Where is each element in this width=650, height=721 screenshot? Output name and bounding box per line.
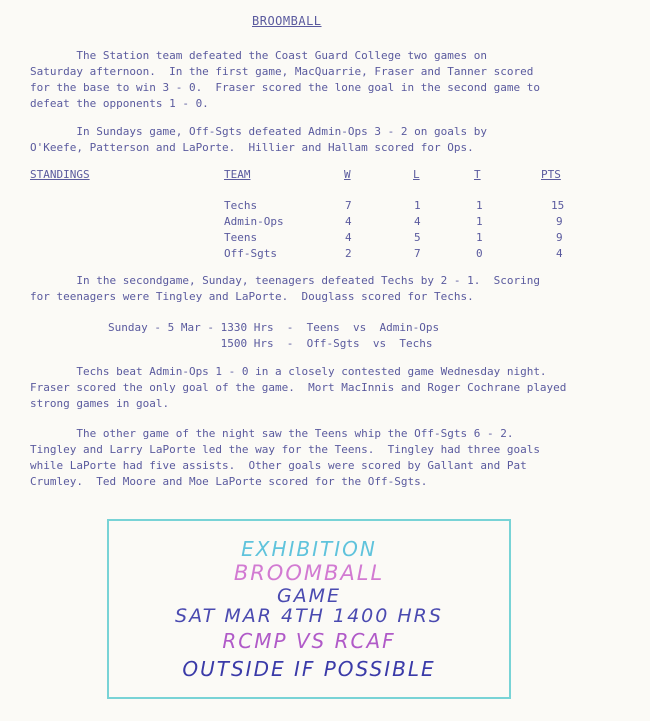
table-cell-w: 7 [345,199,352,212]
table-cell-team: Admin-Ops [224,215,284,228]
standings-label: STANDINGS [30,168,90,181]
column-header-l: L [413,168,420,181]
paragraph-1-line: Saturday afternoon. In the first game, MacQuarrie, Fraser and Tanner scored [30,65,534,78]
paragraph-4-line: strong games in goal. [30,397,170,410]
table-cell-team: Techs [224,199,258,212]
paragraph-2-line: In Sundays game, Off-Sgts defeated Admin-Ops 3 - 2 on goals by [30,125,487,138]
table-cell-pts: 9 [556,231,563,244]
paragraph-5-line: Tingley and Larry LaPorte led the way for the Teens. Tingley had three goals [30,443,540,456]
table-cell-w: 2 [345,247,352,260]
poster-line-matchup: RCMP VS RCAF [222,629,396,653]
table-cell-t: 1 [476,215,483,228]
paragraph-1-line: defeat the opponents 1 - 0. [30,97,209,110]
paragraph-4-line: Fraser scored the only goal of the game. Mort MacInnis and Roger Cochrane played [30,381,567,394]
column-header-team: TEAM [224,168,251,181]
paragraph-3-line: for teenagers were Tingley and LaPorte. Douglass scored for Techs. [30,290,474,303]
paragraph-2-line: O'Keefe, Patterson and LaPorte. Hillier and Hallam scored for Ops. [30,141,474,154]
poster-line-game: GAME [276,585,342,607]
table-cell-t: 1 [476,199,483,212]
table-cell-pts: 15 [551,199,565,212]
column-header-t: T [474,168,481,181]
table-cell-team: Teens [224,231,258,244]
schedule-line: 1500 Hrs - Off-Sgts vs Techs [108,337,433,350]
poster-line-date-time: SAT MAR 4TH 1400 HRS [175,605,443,627]
paragraph-5-line: Crumley. Ted Moore and Moe LaPorte scored for the Off-Sgts. [30,475,428,488]
exhibition-poster [107,519,511,699]
paragraph-3-line: In the secondgame, Sunday, teenagers defeated Techs by 2 - 1. Scoring [30,274,540,287]
table-cell-l: 1 [414,199,421,212]
schedule-line: Sunday - 5 Mar - 1330 Hrs - Teens vs Admin-Ops [108,321,440,334]
table-cell-team: Off-Sgts [224,247,277,260]
table-cell-w: 4 [345,215,352,228]
table-cell-t: 0 [476,247,483,260]
paragraph-5-line: The other game of the night saw the Teens whip the Off-Sgts 6 - 2. [30,427,514,440]
paragraph-1-line: for the base to win 3 - 0. Fraser scored the lone goal in the second game to [30,81,540,94]
page-title: BROOMBALL [252,14,322,28]
table-cell-w: 4 [345,231,352,244]
table-cell-t: 1 [476,231,483,244]
table-cell-l: 7 [414,247,421,260]
table-cell-l: 5 [414,231,421,244]
column-header-pts: PTS [541,168,561,181]
paragraph-1-line: The Station team defeated the Coast Guard College two games on [30,49,487,62]
table-cell-l: 4 [414,215,421,228]
paragraph-5-line: while LaPorte had five assists. Other goals were scored by Gallant and Pat [30,459,527,472]
table-cell-pts: 4 [556,247,563,260]
column-header-w: W [344,168,351,181]
poster-line-exhibition: EXHIBITION [241,537,377,561]
paragraph-4-line: Techs beat Admin-Ops 1 - 0 in a closely contested game Wednesday night. [30,365,547,378]
table-cell-pts: 9 [556,215,563,228]
poster-line-broomball: BROOMBALL [233,561,385,585]
poster-line-location: OUTSIDE IF POSSIBLE [182,657,436,681]
